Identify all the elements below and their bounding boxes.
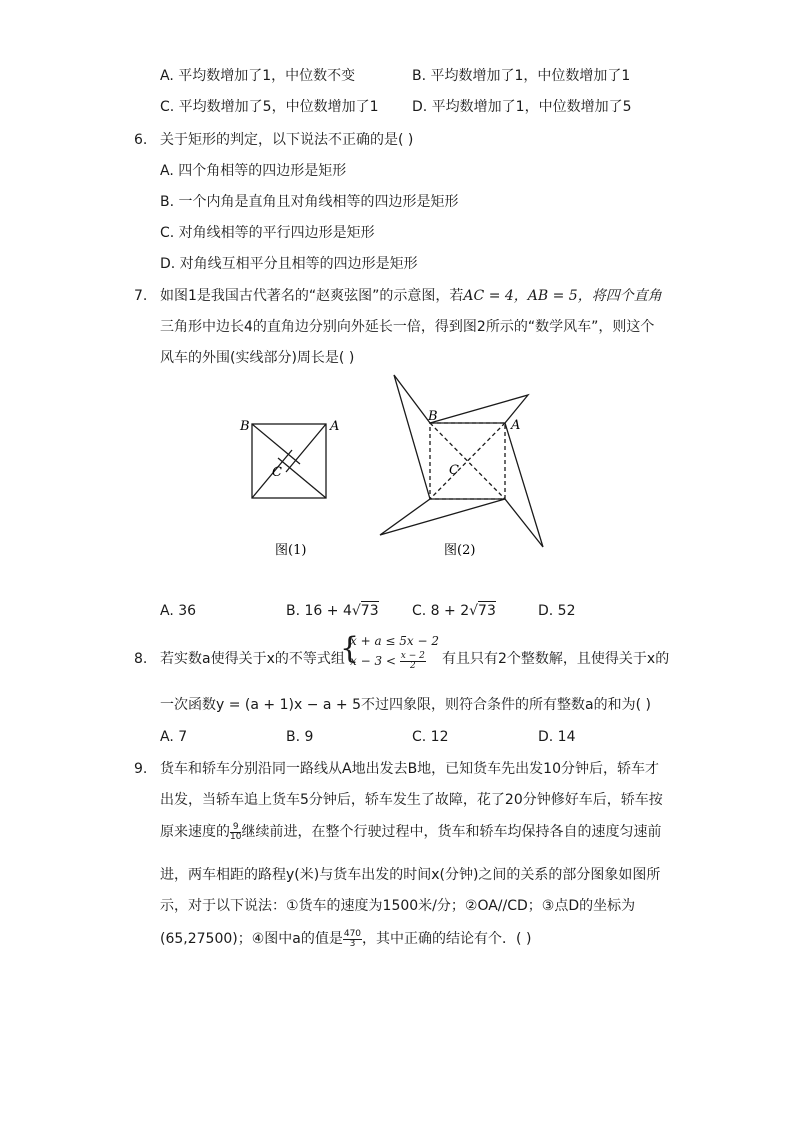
q9-line3-a: 原来速度的 — [160, 824, 230, 840]
q7-option-c-prefix: C. 8 + 2 — [412, 603, 470, 619]
q8-stem-suffix: 有且只有2个整数解，且使得关于x的 — [442, 651, 670, 667]
fig1-label-a: A — [330, 419, 340, 434]
q9-fraction-470-3 — [343, 930, 362, 949]
figure-1-zhao-shuang-diagram — [252, 424, 326, 498]
q8-stem-line2: 一次函数y = (a + 1)x − a + 5不过四象限，则符合条件的所有整数a的和为( ) — [160, 697, 651, 713]
q9-fraction2-num: 470 — [343, 928, 362, 939]
q9-number: 9. — [134, 761, 148, 777]
fig2-caption: 图(2) — [444, 543, 476, 558]
q5-option-b: B. 平均数增加了1，中位数增加了1 — [412, 68, 631, 84]
q9-stem-line4: 进，两车相距的路程y(米)与货车出发的时间x(分钟)之间的关系的部分图象如图所 — [160, 867, 661, 883]
q9-line3-b: 继续前进，在整个行驶过程中，货车和轿车均保持各自的速度匀速前 — [241, 824, 662, 840]
fig1-segment — [252, 424, 300, 464]
q8-fraction-den: 2 — [409, 661, 416, 671]
fig1-caption: 图(1) — [275, 543, 307, 558]
q6-number: 6. — [134, 132, 148, 148]
q7-given-values: AC = 4，AB = 5，将四个直角 — [463, 288, 662, 304]
q6-option-b: B. 一个内角是直角且对角线相等的四边形是矩形 — [160, 194, 459, 210]
q7-option-a: A. 36 — [160, 603, 197, 619]
fig2-label-b: B — [428, 409, 438, 424]
q6-option-d: D. 对角线互相平分且相等的四边形是矩形 — [160, 256, 418, 272]
fig1-segment — [286, 424, 326, 472]
q7-option-c-radicand: 73 — [478, 603, 496, 619]
q9-fraction2-den: 3 — [349, 938, 356, 949]
q8-number: 8. — [134, 651, 148, 667]
q7-figures — [0, 360, 794, 570]
q7-option-c — [412, 601, 496, 621]
q8-brace: { — [340, 631, 360, 666]
q8-option-a: A. 7 — [160, 729, 188, 745]
q7-option-d: D. 52 — [538, 603, 576, 619]
q6-stem: 关于矩形的判定，以下说法不正确的是( ) — [160, 132, 414, 148]
q7-stem-line3: 风车的外围(实线部分)周长是( ) — [160, 350, 355, 366]
q9-stem-line3 — [160, 822, 661, 842]
fig2-windmill-outline — [380, 375, 543, 547]
q9-stem-line2: 出发，当轿车追上货车5分钟后，轿车发生了故障，花了20分钟修好车后，轿车按 — [160, 792, 663, 808]
q8-inequality-2 — [350, 652, 426, 671]
q8-inequality-2-left: x − 3 < — [350, 654, 396, 668]
q5-option-d: D. 平均数增加了1，中位数增加了5 — [412, 99, 632, 115]
q8-option-b: B. 9 — [286, 729, 314, 745]
q9-stem-line6 — [160, 929, 531, 949]
q8-fraction — [400, 652, 426, 671]
q9-line6-a: (65,27500)；④图中a的值是 — [160, 931, 343, 947]
fig1-segment — [278, 458, 326, 498]
q9-stem-line5: 示，对于以下说法：①货车的速度为1500米/分；②OA//CD；③点D的坐标为 — [160, 898, 636, 914]
q8-option-c: C. 12 — [412, 729, 449, 745]
q7-option-b-prefix: B. 16 + 4 — [286, 603, 352, 619]
q9-fraction-9-10 — [230, 823, 241, 842]
q5-option-c: C. 平均数增加了5，中位数增加了1 — [160, 99, 379, 115]
fig1-label-c: C — [272, 465, 282, 480]
q9-fraction-num: 9 — [230, 823, 241, 833]
q9-stem-line1: 货车和轿车分别沿同一路线从A地出发去B地，已知货车先出发10分钟后，轿车才 — [160, 761, 659, 777]
fig2-label-a: A — [511, 418, 521, 433]
q7-option-b-radicand: 73 — [360, 603, 379, 619]
q9-fraction-den: 10 — [230, 831, 242, 842]
q8-inequality-1: x + a ≤ 5x − 2 — [350, 634, 440, 648]
q5-option-a: A. 平均数增加了1，中位数不变 — [160, 68, 356, 84]
q8-stem-prefix: 若实数a使得关于x的不等式组 — [160, 651, 345, 667]
q7-stem-line1-text: 如图1是我国古代著名的“赵爽弦图”的示意图，若 — [160, 288, 464, 304]
q7-number: 7. — [134, 288, 148, 304]
q8-fraction-num: x − 2 — [400, 651, 425, 661]
q7-option-b — [286, 601, 379, 621]
q7-stem-line1 — [160, 286, 662, 306]
q6-option-a: A. 四个角相等的四边形是矩形 — [160, 163, 347, 179]
fig1-outer-square — [252, 424, 326, 498]
figure-2-windmill — [380, 375, 543, 547]
fig2-label-c: C — [449, 463, 459, 478]
sqrt-symbol: √ — [351, 603, 361, 619]
q9-line6-b: ，其中正确的结论有个．( ) — [362, 931, 532, 947]
q8-option-d: D. 14 — [538, 729, 576, 745]
fig1-label-b: B — [240, 419, 250, 434]
q7-stem-line2: 三角形中边长4的直角边分别向外延长一倍，得到图2所示的“数学风车”，则这个 — [160, 319, 655, 335]
sqrt-symbol: √ — [469, 603, 479, 619]
q6-option-c: C. 对角线相等的平行四边形是矩形 — [160, 225, 375, 241]
